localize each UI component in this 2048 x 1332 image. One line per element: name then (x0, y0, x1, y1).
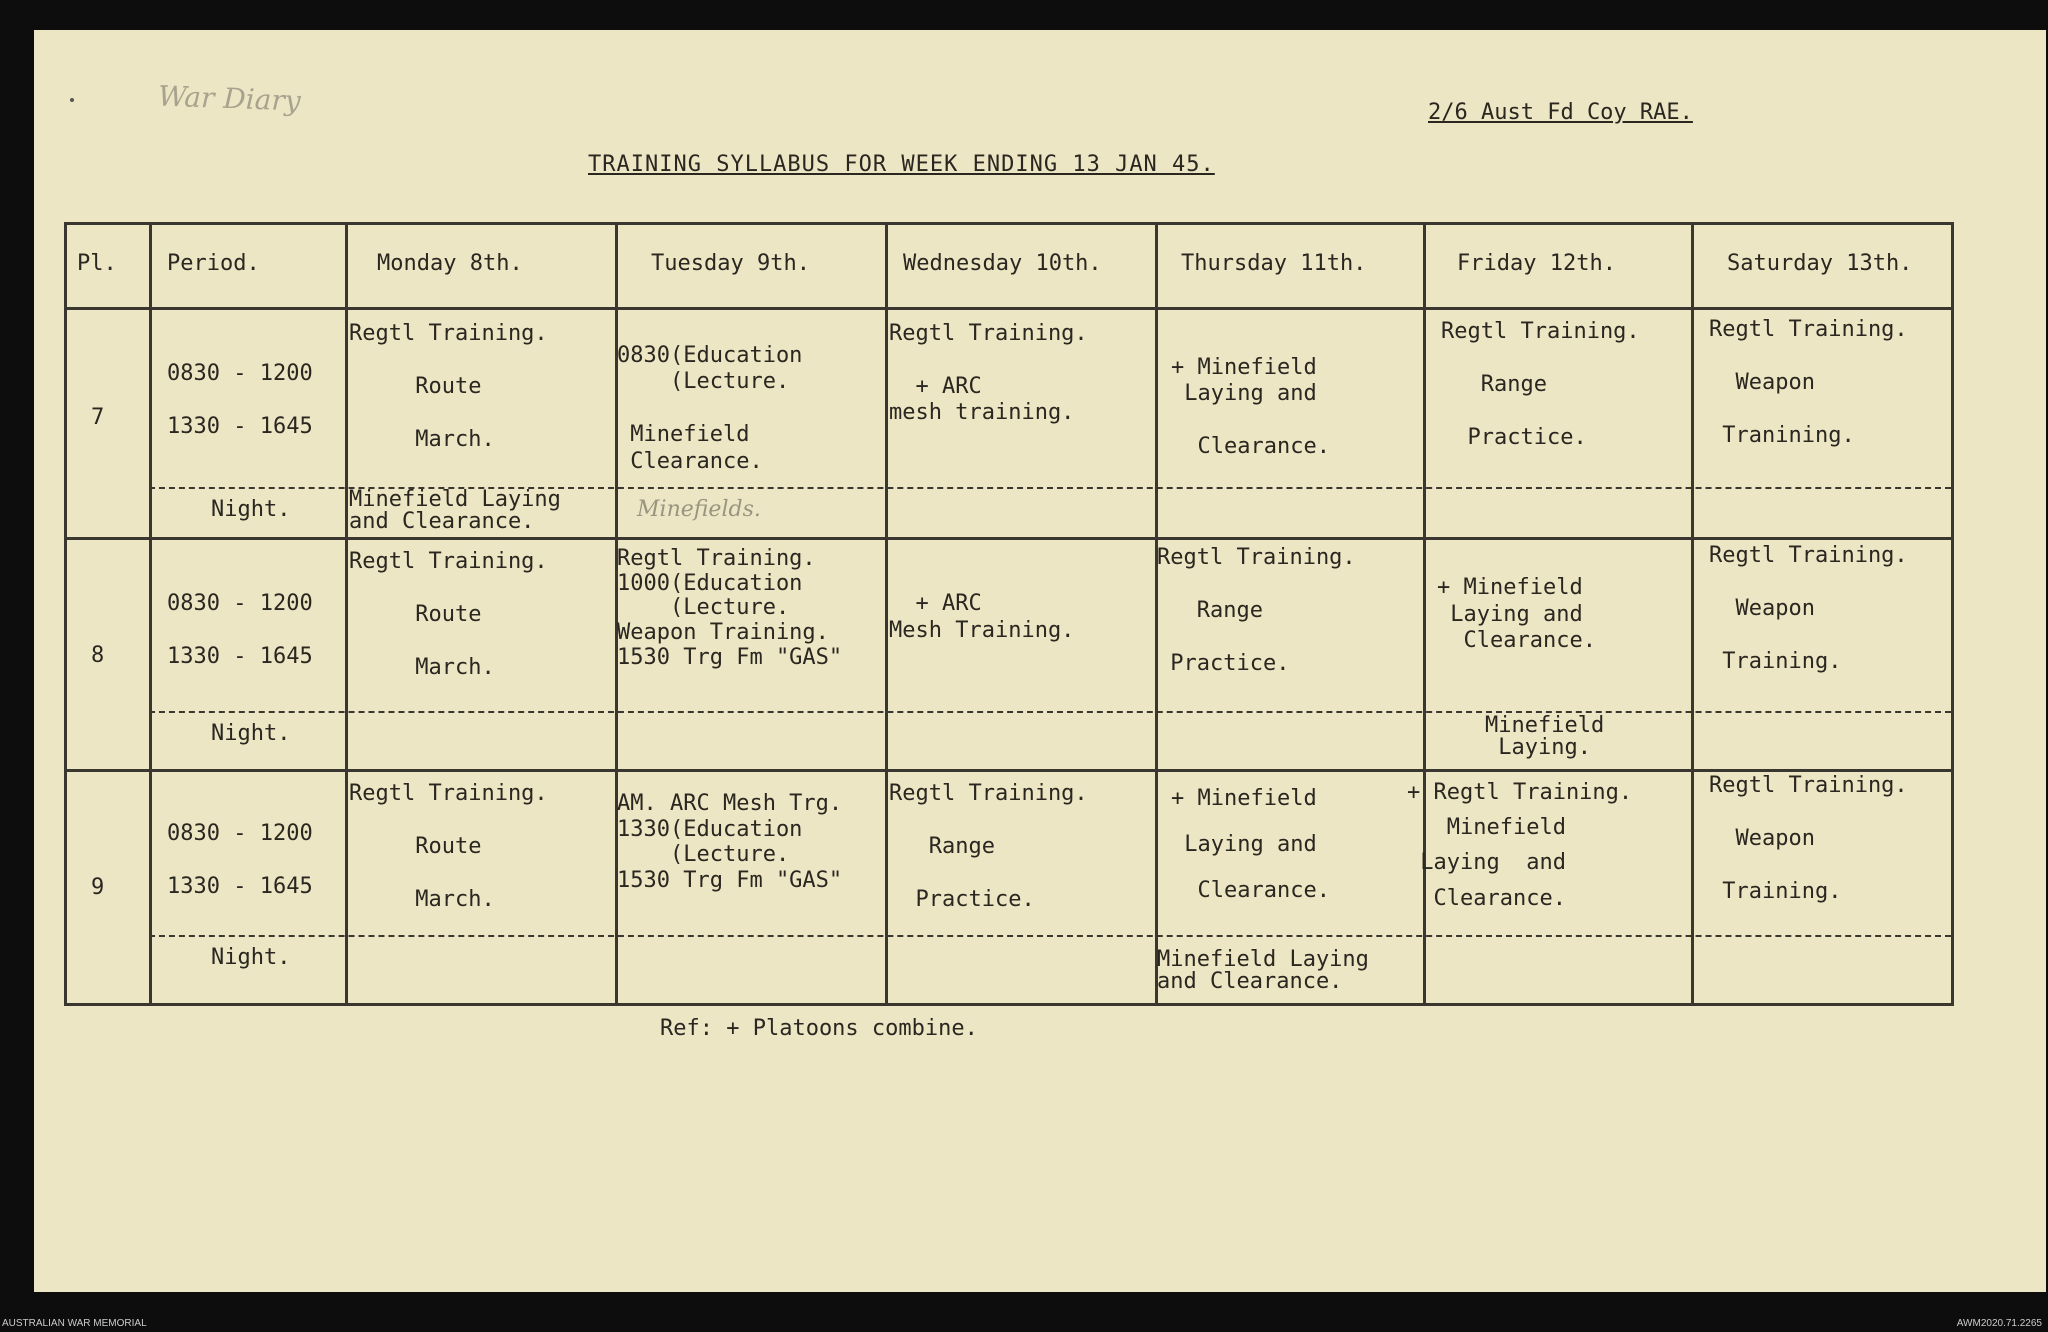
night-label: Night. (211, 945, 291, 970)
training-syllabus-table (64, 222, 1954, 1006)
night-separator (149, 935, 1951, 937)
schedule-cell: Regtl Training. Weapon Tranining. (1709, 317, 1908, 448)
period-times: 0830 - 1200 1330 - 1645 (167, 591, 313, 669)
schedule-cell: Regtl Training. Range Practice. (889, 781, 1088, 912)
night-cell-handwritten: Minefields. (637, 497, 761, 522)
archive-reference: AWM2020.71.2265 (1956, 1318, 2042, 1329)
schedule-cell: + ARC Mesh Training. (889, 591, 1075, 643)
schedule-cell: + Regtl Training. Minefield Laying and Clearance. (1407, 780, 1633, 911)
schedule-cell: Regtl Training. Route March. (349, 321, 548, 452)
night-label: Night. (211, 721, 291, 746)
reference-note: Ref: + Platoons combine. (660, 1016, 978, 1041)
row-divider (67, 769, 1951, 772)
header-period: Period. (167, 251, 260, 276)
schedule-cell: Regtl Training. + ARC mesh training. (889, 321, 1088, 426)
header-platoon: Pl. (77, 251, 117, 276)
column-divider (1691, 225, 1694, 1003)
schedule-cell: Regtl Training. 1000(Education (Lecture. Weapon Training. 1530 Trg Fm "GAS" (617, 546, 843, 670)
row-divider (67, 537, 1951, 540)
ink-dot (70, 98, 74, 102)
header-monday: Monday 8th. (377, 251, 523, 276)
night-cell: Minefield Laying and Clearance. (1157, 947, 1369, 994)
header-wednesday: Wednesday 10th. (903, 251, 1102, 276)
schedule-cell: Regtl Training. Range Practice. (1441, 319, 1640, 450)
schedule-cell: + Minefield Laying and Clearance. (1437, 575, 1596, 654)
schedule-cell: + Minefield Laying and Clearance. (1171, 355, 1330, 460)
document-title: TRAINING SYLLABUS FOR WEEK ENDING 13 JAN 45. (588, 152, 1215, 177)
schedule-cell: Regtl Training. Route March. (349, 549, 548, 680)
schedule-cell: Regtl Training. Weapon Training. (1709, 543, 1908, 674)
header-friday: Friday 12th. (1457, 251, 1616, 276)
schedule-cell: Regtl Training. Route March. (349, 781, 548, 912)
schedule-cell: Regtl Training. Range Practice. (1157, 545, 1356, 676)
schedule-cell: AM. ARC Mesh Trg. 1330(Education (Lecture. 1530 Trg Fm "GAS" (617, 791, 843, 893)
platoon-number: 8 (91, 643, 105, 668)
header-divider (67, 307, 1951, 310)
handwritten-annotation: War Diary (157, 79, 302, 118)
header-saturday: Saturday 13th. (1727, 251, 1913, 276)
night-cell: Minefield Laying and Clearance. (349, 487, 561, 534)
column-divider (345, 225, 348, 1003)
schedule-cell: 0830(Education (Lecture. Minefield Clearance. (617, 343, 803, 474)
column-divider (149, 225, 152, 1003)
column-divider (885, 225, 888, 1003)
period-times: 0830 - 1200 1330 - 1645 (167, 821, 313, 899)
archive-label: AUSTRALIAN WAR MEMORIAL (2, 1318, 147, 1329)
period-times: 0830 - 1200 1330 - 1645 (167, 361, 313, 439)
header-tuesday: Tuesday 9th. (651, 251, 810, 276)
platoon-number: 9 (91, 875, 105, 900)
night-label: Night. (211, 497, 291, 522)
night-cell: Minefield Laying. (1485, 713, 1605, 760)
night-separator (149, 711, 1951, 713)
schedule-cell: Regtl Training. Weapon Training. (1709, 773, 1908, 904)
schedule-cell: + Minefield Laying and Clearance. (1171, 786, 1330, 904)
header-thursday: Thursday 11th. (1181, 251, 1367, 276)
unit-name: 2/6 Aust Fd Coy RAE. (1428, 100, 1693, 125)
platoon-number: 7 (91, 405, 105, 430)
